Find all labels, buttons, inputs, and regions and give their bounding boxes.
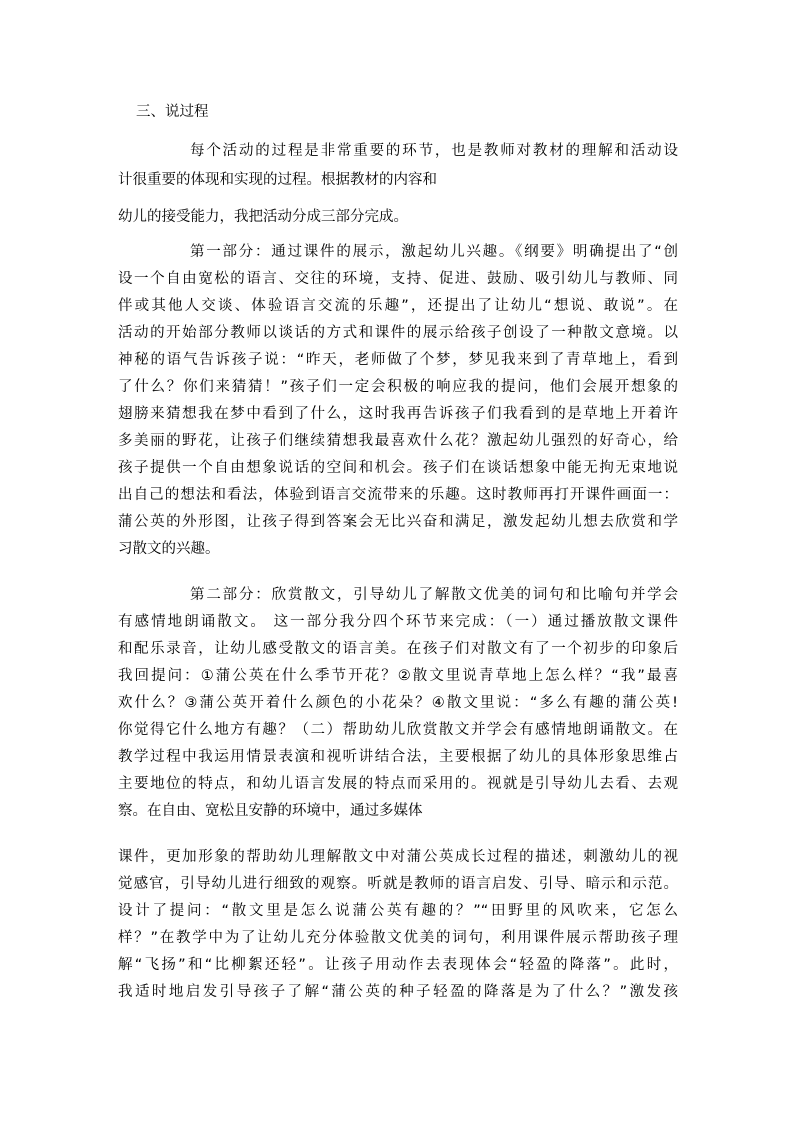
paragraph-line: 解“飞扬”和“比柳絮还轻”。让孩子用动作去表现体会“轻盈的降落”。此时， [118,957,678,973]
paragraph-line: 觉感官，引导幼儿进行细致的观察。听就是教师的语言启发、引导、暗示和示范。 [118,876,678,892]
paragraph-line: 样？”在教学中为了让幼儿充分体验散文优美的词句，利用课件展示帮助孩子理 [118,930,678,946]
paragraph-line: 习散文的兴趣。 [118,541,220,557]
paragraph-line: 我回提问：①蒲公英在什么季节开花？②散文里说青草地上怎么样？“我”最喜 [118,668,678,684]
section-heading: 三、说过程 [136,104,209,120]
paragraph-line: 孩子提供一个自由想象说话的空间和机会。孩子们在谈话想象中能无拘无束地说 [118,460,678,476]
paragraph-line: 了什么？你们来猜猜！”孩子们一定会积极的响应我的提问，他们会展开想象的 [118,379,678,395]
paragraph-line: 幼儿的接受能力，我把活动分成三部分完成。 [118,209,408,225]
paragraph-line: 察。在自由、宽松且安静的环境中，通过多媒体 [118,803,423,819]
paragraph-line: 教学过程中我运用情景表演和视听讲结合法，主要根据了幼儿的具体形象思维占 [118,749,678,765]
paragraph-line: 多美丽的野花，让孩子们继续猜想我最喜欢什么花？激起幼儿强烈的好奇心，给 [118,433,678,449]
paragraph-line: 课件，更加形象的帮助幼儿理解散文中对蒲公英成长过程的描述，刺激幼儿的视 [118,849,678,865]
paragraph-line: 设一个自由宽松的语言、交往的环境，支持、促进、鼓励、吸引幼儿与教师、同 [118,271,678,287]
paragraph-line: 计很重要的体现和实现的过程。根据教材的内容和 [118,172,437,188]
paragraph-line: 有感情地朗诵散文。 这一部分我分四个环节来完成：（一）通过播放散文课件 [118,614,678,630]
paragraph-line: 我适时地启发引导孩子了解“蒲公英的种子轻盈的降落是为了什么？”激发孩 [118,984,678,1000]
paragraph-line: 翅膀来猜想我在梦中看到了什么，这时我再告诉孩子们我看到的是草地上开着许 [118,406,678,422]
paragraph-line: 和配乐录音，让幼儿感受散文的语言美。在孩子们对散文有了一个初步的印象后 [118,641,678,657]
paragraph-line: 神秘的语气告诉孩子说：“昨天，老师做了个梦，梦见我来到了青草地上，看到 [118,352,678,368]
paragraph-line: 主要地位的特点，和幼儿语言发展的特点而采用的。视就是引导幼儿去看、去观 [118,776,678,792]
paragraph-line: 蒲公英的外形图，让孩子得到答案会无比兴奋和满足，激发起幼儿想去欣赏和学 [118,514,678,530]
paragraph-line: 每个活动的过程是非常重要的环节，也是教师对教材的理解和活动设 [190,143,678,159]
paragraph-line: 设计了提问：“散文里是怎么说蒲公英有趣的？”“田野里的风吹来，它怎么 [118,903,678,919]
paragraph-line: 出自己的想法和看法，体验到语言交流带来的乐趣。这时教师再打开课件画面一： [118,487,678,503]
paragraph-line: 第二部分：欣赏散文，引导幼儿了解散文优美的词句和比喻句并学会 [190,587,678,603]
paragraph-line: 伴或其他人交谈、体验语言交流的乐趣”，还提出了让幼儿“想说、敢说”。在 [118,298,678,314]
paragraph-line: 第一部分：通过课件的展示，激起幼儿兴趣。《纲要》明确提出了“创 [190,244,678,260]
paragraph-line: 活动的开始部分教师以谈话的方式和课件的展示给孩子创设了一种散文意境。以 [118,325,678,341]
paragraph-line: 你觉得它什么地方有趣？（二）帮助幼儿欣赏散文并学会有感情地朗诵散文。在 [118,722,678,738]
paragraph-line: 欢什么？③蒲公英开着什么颜色的小花朵？④散文里说：“多么有趣的蒲公英! [118,695,678,711]
